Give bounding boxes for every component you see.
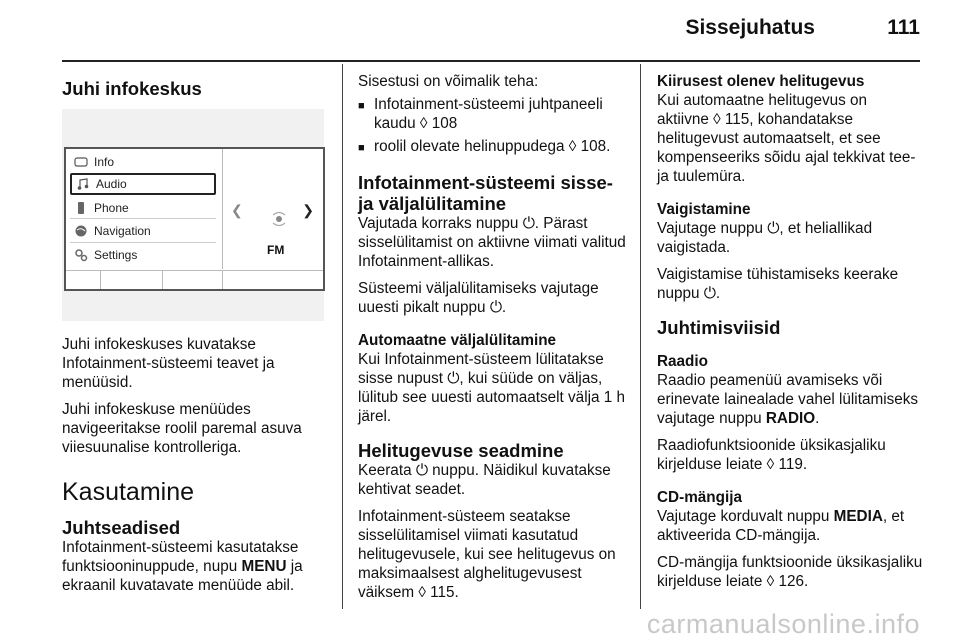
driver-info-screen-illustration [62,109,324,321]
music-note-icon [76,177,90,191]
paragraph: Kui automaatne helitugevus on aktiivne ◊ 115, kohandatakse helitugevust automaatselt, et see kompenseeriks sõidu ajal tekkivat tee- ja tuulemüra. [657,92,916,185]
radio-wave-icon [269,209,289,229]
audio-panel [222,149,320,269]
paragraph: Juhi infokeskuse menüüdes navigeeritakse roolil paremal asuva viiesuunalise kontrolleriga. [62,401,302,456]
screen-bottom-bar [66,270,323,289]
header-rule [62,60,920,62]
section-title: Kasutamine [62,478,195,506]
section-heading-driver-info: Juhi infokeskus [62,78,202,99]
sub-heading-controls: Juhtseadised [62,517,181,538]
heading-volume: Helitugevuse seadmine [358,440,564,461]
paragraph: Vajutada korraks nuppu ⏻. Pärast sisselülitamist on aktiivne viimati valitud Infotainment-allikas. [358,215,626,270]
chevron-left-icon: ❮ [231,202,243,218]
column-divider-1 [342,64,343,609]
page-number: 111 [887,16,920,39]
heading-control-modes: Juhtimisviisid [657,317,781,338]
menu-item-label: Settings [94,248,138,262]
menu-item-label: Navigation [94,224,151,238]
heading-radio: Raadio [657,353,708,370]
heading-mute: Vaigistamine [657,201,751,218]
menu-item-navigation [70,220,216,242]
paragraph: Süsteemi väljalülitamiseks vajutage uuesti pikalt nuppu ⏻. [358,280,599,316]
chevron-right-icon: ❯ [302,202,314,218]
watermark: carmanualsonline.info [646,609,920,639]
column-1 [62,72,327,603]
heading-auto-off: Automaatne väljalülitamine [358,332,557,349]
paragraph: CD-mängija funktsioonide üksikasjaliku kirjelduse leiate ◊ 126. [657,554,923,590]
paragraph: Sisestusi on võimalik teha: [358,73,539,90]
station-label: FM [267,243,285,257]
paragraph: Kui Infotainment-süsteem lülitatakse sisse nupust ⏻, kui süüde on väljas, lülitub see uuesti automaatselt välja 1 h järel. [358,351,626,425]
menu-sep [70,242,216,243]
heading-on-off: Infotainment-süsteemi sisse- ja väljalülitamine [358,172,613,214]
info-icon [74,155,88,169]
paragraph: Infotainment-süsteem seatakse sisselülitamisel viimati kasutatud helitugevusele, kui see helitugevus on maksimaalsest alghelitugevusest väiksem ◊ 115. [358,508,616,601]
menu-item-label: Info [94,155,115,169]
paragraph: Vaigistamise tühistamiseks keerake nuppu ⏻. [657,266,899,302]
menu-item-label: Phone [94,201,129,215]
phone-icon [74,201,88,215]
heading-cd-player: CD-mängija [657,489,742,506]
paragraph: Raadio peamenüü avamiseks või erinevate lainealade vahel lülitamiseks vajutage nuppu RADIO. [657,372,919,427]
paragraph: Vajutage korduvalt nuppu MEDIA, et aktiveerida CD-mängija. [657,508,905,544]
header-title: Sissejuhatus [685,16,815,39]
bullet-item: ■ Infotainment-süsteemi juhtpaneeli kaudu ◊ 108 [358,96,603,132]
bullet-item: ■ roolil olevate helinuppudega ◊ 108. [358,138,611,155]
paragraph: Raadiofunktsioonide üksikasjaliku kirjelduse leiate ◊ 119. [657,437,886,473]
menu-item-info [70,151,216,173]
menu-item-phone [70,197,216,219]
menu-item-settings [70,244,216,266]
column-divider-2 [640,64,641,609]
menu-item-label: Audio [96,177,127,191]
heading-speed-volume: Kiirusest olenev helitugevus [657,73,865,90]
paragraph: Juhi infokeskuses kuvatakse Infotainment-süsteemi teavet ja menüüsid. [62,336,275,391]
screen-frame [64,147,325,291]
paragraph: Keerata ⏻ nuppu. Näidikul kuvatakse kehtivat seadet. [358,462,611,498]
column-3 [657,72,923,599]
paragraph: Vajutage nuppu ⏻, et heliallikad vaigistada. [657,220,873,256]
globe-icon [74,224,88,238]
menu-item-audio [70,173,216,195]
paragraph: Infotainment-süsteemi kasutatakse funktsiooninuppude, nupu MENU ja ekraanil kuvatavate menüüde abil. [62,539,303,594]
settings-icon [74,248,88,262]
column-2 [358,72,626,610]
